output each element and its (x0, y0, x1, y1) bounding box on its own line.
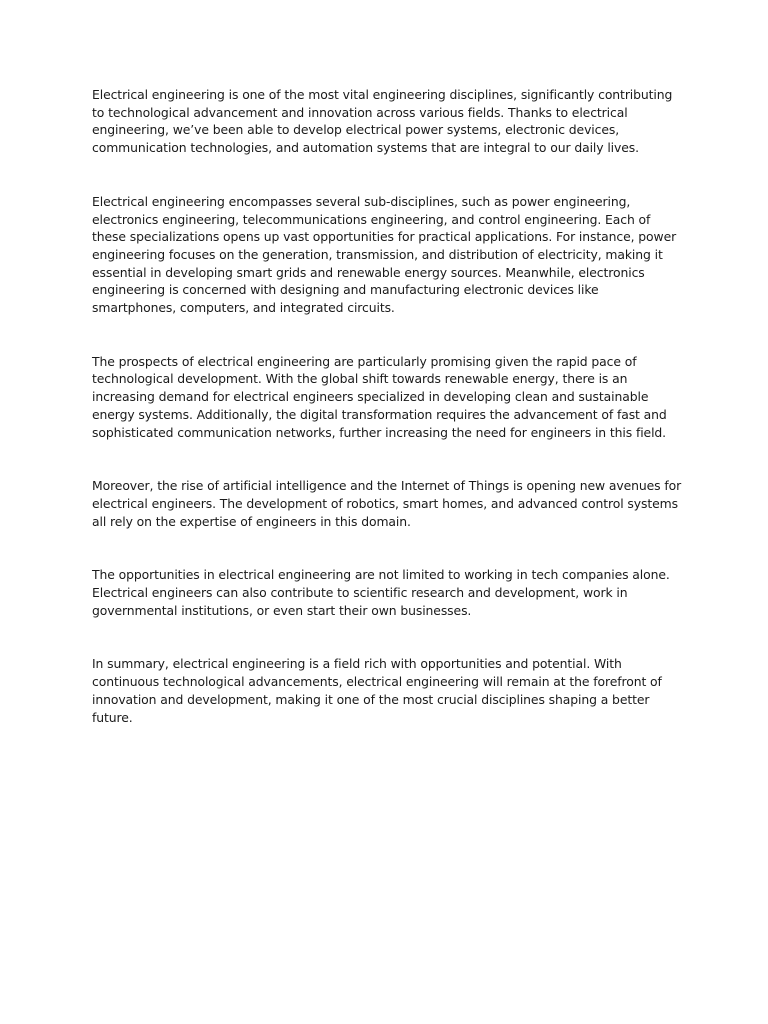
paragraph-summary: In summary, electrical engineering is a field rich with opportunities and potential. With continuous technological advancements, electrical engineering will remain at the forefront of innovation and development, making it one of the most crucial disciplines shaping a better future. (92, 656, 662, 725)
paragraph-subdisciplines: Electrical engineering encompasses several sub-disciplines, such as power engineering, electronics engineering, telecommunications engineering, and control engineering. Each of these specializations opens up vast opportunities for practical applications. For instance, power engineering focuses on the generation, transmission, and distribution of electricity, making it essential in developing smart grids and renewable energy sources. Meanwhile, electronics engineering is concerned with designing and manufacturing electronic devices like smartphones, computers, and integrated circuits. (92, 193, 677, 316)
document-body (92, 86, 682, 762)
paragraph-intro: Electrical engineering is one of the most vital engineering disciplines, significantly contributing to technological advancement and innovation across various fields. Thanks to electrical engineering, we’ve been able to develop electrical power systems, electronic devices, communication technologies, and automation systems that are integral to our daily lives. (92, 87, 673, 156)
paragraph-ai-iot: Moreover, the rise of artificial intelligence and the Internet of Things is opening new avenues for electrical engineers. The development of robotics, smart homes, and advanced control systems all rely on the expertise of engineers in this domain. (92, 478, 682, 529)
paragraph-prospects: The prospects of electrical engineering are particularly promising given the rapid pace of technological development. With the global shift towards renewable energy, there is an increasing demand for electrical engineers specialized in developing clean and sustainable energy systems. Additionally, the digital transformation requires the advancement of fast and sophisticated communication networks, further increasing the need for engineers in this field. (92, 353, 667, 440)
paragraph-opportunities: The opportunities in electrical engineering are not limited to working in tech companies alone. Electrical engineers can also contribute to scientific research and development, work in governmental institutions, or even start their own businesses. (92, 567, 670, 618)
